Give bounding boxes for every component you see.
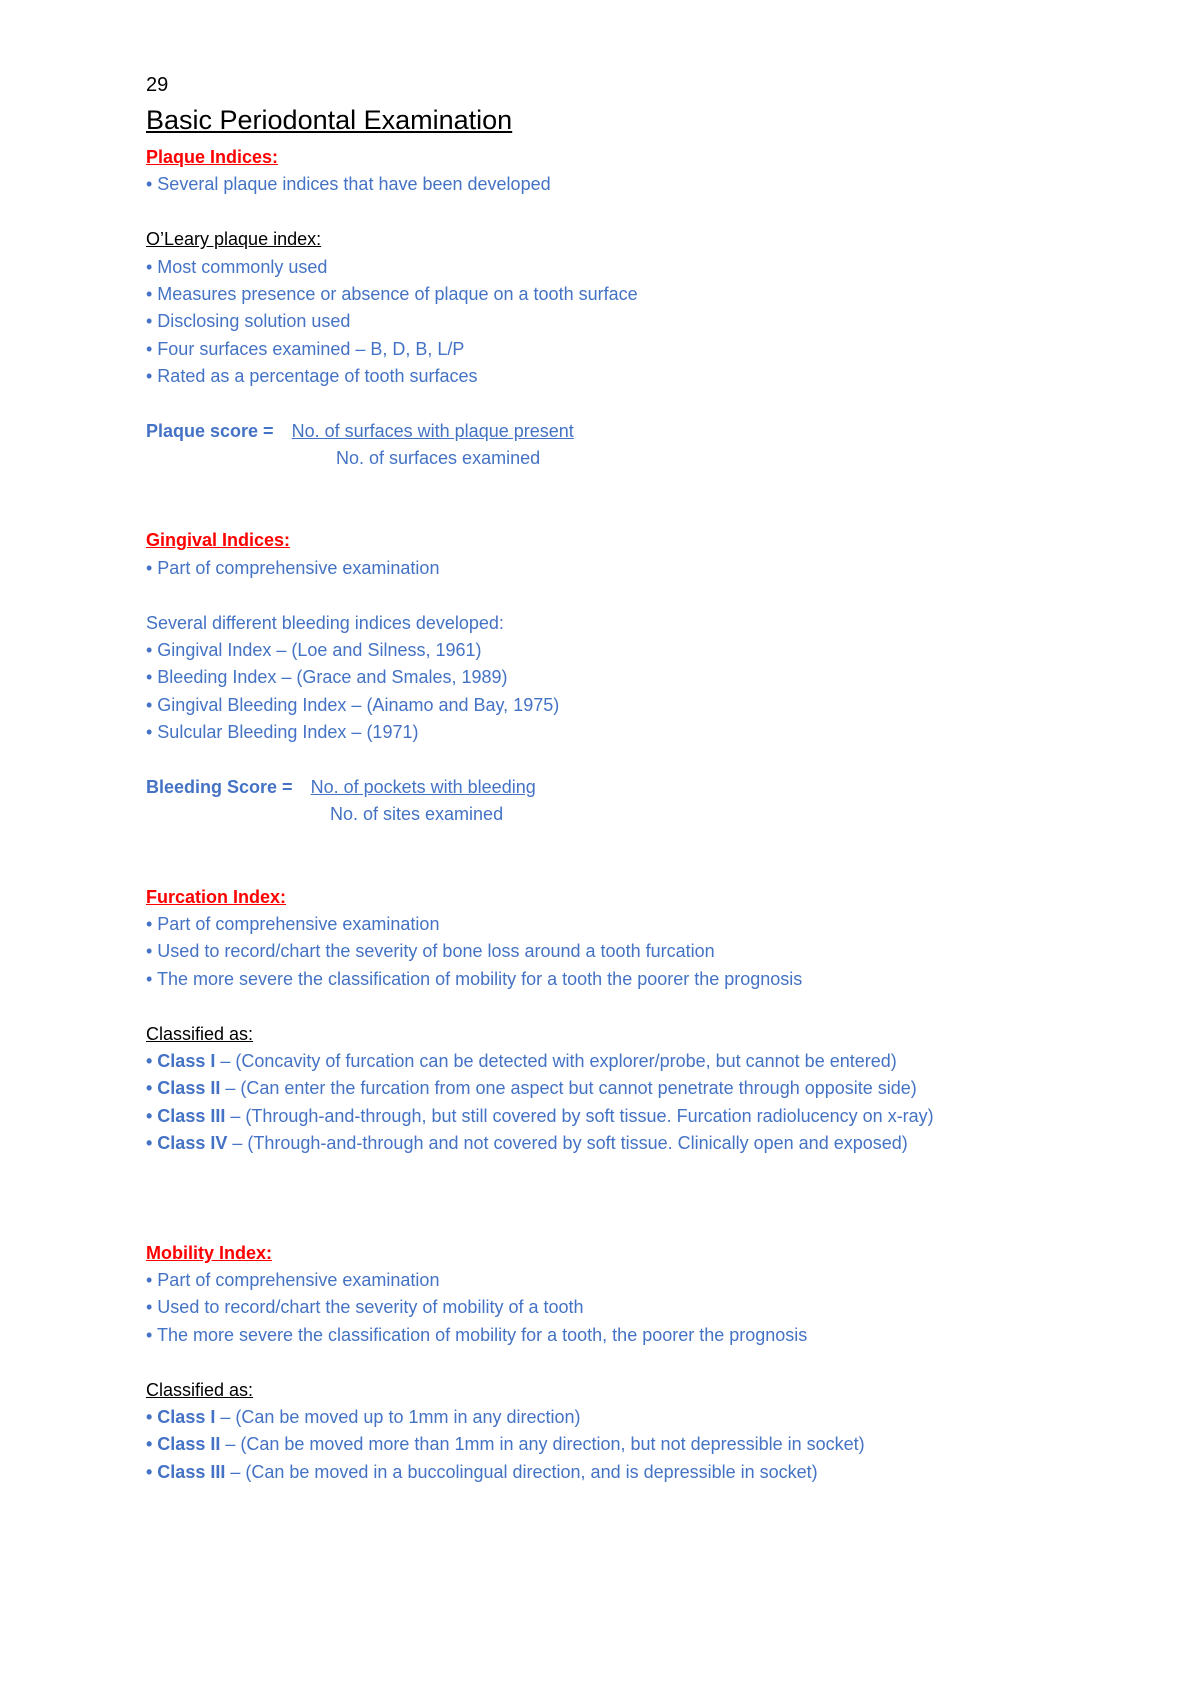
formula-label: Plaque score = [146,420,274,441]
list-item: • Gingival Bleeding Index – (Ainamo and Bay, 1975) [146,694,560,715]
classified-heading: Classified as: [146,1379,254,1400]
list-item [146,1048,1146,1075]
class-label: • Class III [146,1461,226,1482]
list-item: • Measures presence or absence of plaque on a tooth surface [146,283,638,304]
list-item: • The more severe the classification of mobility for a tooth the poorer the prognosis [146,968,803,989]
mobility-heading: Mobility Index: [146,1242,272,1263]
document-page [146,70,1146,1486]
list-item [146,1404,1146,1431]
list-item [146,1431,1146,1458]
list-item: • Sulcular Bleeding Index – (1971) [146,722,419,743]
list-item: • Used to record/chart the severity of mobility of a tooth [146,1297,584,1318]
list-item: • Bleeding Index – (Grace and Smales, 1989) [146,667,508,688]
page-title: Basic Periodontal Examination [146,105,513,135]
class-label: • Class II [146,1434,221,1455]
page-number: 29 [146,74,169,96]
formula-numerator: No. of pockets with bleeding [310,777,536,797]
oleary-heading: O’Leary plaque index: [146,229,322,250]
list-item: • Rated as a percentage of tooth surfaces [146,366,478,387]
list-item: • The more severe the classification of mobility for a tooth, the poorer the prognosis [146,1324,808,1345]
gingival-heading: Gingival Indices: [146,530,291,551]
list-item: • Several plaque indices that have been developed [146,174,551,195]
list-item: • Disclosing solution used [146,311,351,332]
list-item [146,1075,1146,1102]
list-item: • Part of comprehensive examination [146,913,440,934]
class-label: • Class IV [146,1133,228,1154]
class-label: • Class I [146,1407,216,1428]
list-item [146,1130,1146,1157]
class-label: • Class II [146,1078,221,1099]
bleeding-score-formula [146,774,1146,801]
class-label: • Class I [146,1050,216,1071]
list-item: • Gingival Index – (Loe and Silness, 1961) [146,640,482,661]
class-text: – (Can be moved up to 1mm in any direction) [215,1407,581,1428]
bleeding-intro: Several different bleeding indices developed: [146,612,504,633]
class-text: – (Can be moved in a buccolingual direction, and is depressible in socket) [225,1461,818,1482]
class-text: – (Can enter the furcation from one aspect but cannot penetrate through opposite side) [220,1078,917,1099]
list-item: • Four surfaces examined – B, D, B, L/P [146,338,465,359]
class-label: • Class III [146,1105,226,1126]
formula-denominator: No. of sites examined [330,804,504,825]
class-text: – (Concavity of furcation can be detected with explorer/probe, but cannot be entered) [215,1050,897,1071]
plaque-heading: Plaque Indices: [146,147,279,167]
list-item: • Part of comprehensive examination [146,1270,440,1291]
class-text: – (Through-and-through and not covered by soft tissue. Clinically open and exposed) [227,1133,908,1154]
list-item: • Part of comprehensive examination [146,557,440,578]
list-item [146,1459,1146,1486]
class-text: – (Through-and-through, but still covered by soft tissue. Furcation radiolucency on x-ray) [225,1105,934,1126]
formula-numerator: No. of surfaces with plaque present [291,420,574,441]
classified-heading: Classified as: [146,1023,254,1044]
list-item: • Used to record/chart the severity of bone loss around a tooth furcation [146,941,715,962]
class-text: – (Can be moved more than 1mm in any direction, but not depressible in socket) [220,1434,865,1455]
formula-denominator: No. of surfaces examined [336,448,541,469]
plaque-score-formula [146,418,1146,445]
furcation-heading: Furcation Index: [146,886,287,907]
list-item [146,1103,1146,1130]
formula-label: Bleeding Score = [146,777,293,797]
list-item: • Most commonly used [146,256,328,277]
